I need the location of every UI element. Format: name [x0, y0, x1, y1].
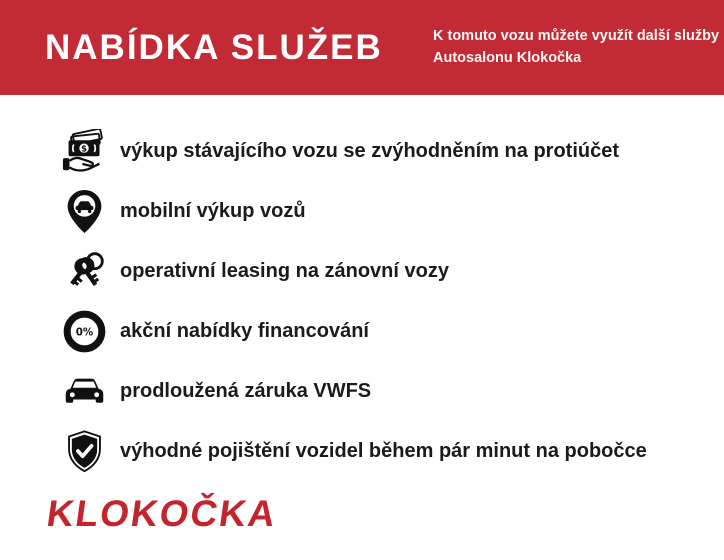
header-subtitle-line1: K tomuto vozu můžete využít další služby	[433, 27, 720, 44]
zero-percent-label: 0%	[75, 325, 94, 338]
service-item-warranty	[62, 361, 724, 421]
car-front-icon	[62, 369, 107, 414]
header-subtitle	[433, 26, 724, 70]
services-list	[0, 121, 724, 481]
service-item-leasing	[62, 241, 724, 301]
service-item-mobile-buyout	[62, 181, 724, 241]
car-location-pin-icon	[62, 189, 107, 234]
header-subtitle-line2: Autosalonu Klokočka	[433, 49, 582, 66]
service-label: výhodné pojištění vozidel během pár minut na pobočce	[120, 439, 647, 462]
keys-icon	[62, 249, 107, 294]
page-title: NABÍDKA SLUŽEB	[45, 27, 383, 67]
shield-check-icon	[62, 429, 107, 474]
header-banner	[0, 0, 724, 95]
service-label: mobilní výkup vozů	[120, 199, 306, 222]
service-item-financing	[62, 301, 724, 361]
svg-text:$: $	[81, 143, 87, 153]
service-label: akční nabídky financování	[120, 319, 369, 342]
footer	[0, 493, 724, 535]
money-in-hand-icon	[62, 129, 107, 174]
service-label: prodloužená záruka VWFS	[120, 379, 372, 402]
service-label: operativní leasing na zánovní vozy	[120, 259, 449, 282]
service-item-trade-in	[62, 121, 724, 181]
klokocka-logo: KLOKOČKA	[44, 493, 280, 534]
service-label: výkup stávajícího vozu se zvýhodněním na protiúčet	[120, 139, 620, 162]
service-item-insurance	[62, 421, 724, 481]
zero-percent-icon	[62, 309, 107, 354]
